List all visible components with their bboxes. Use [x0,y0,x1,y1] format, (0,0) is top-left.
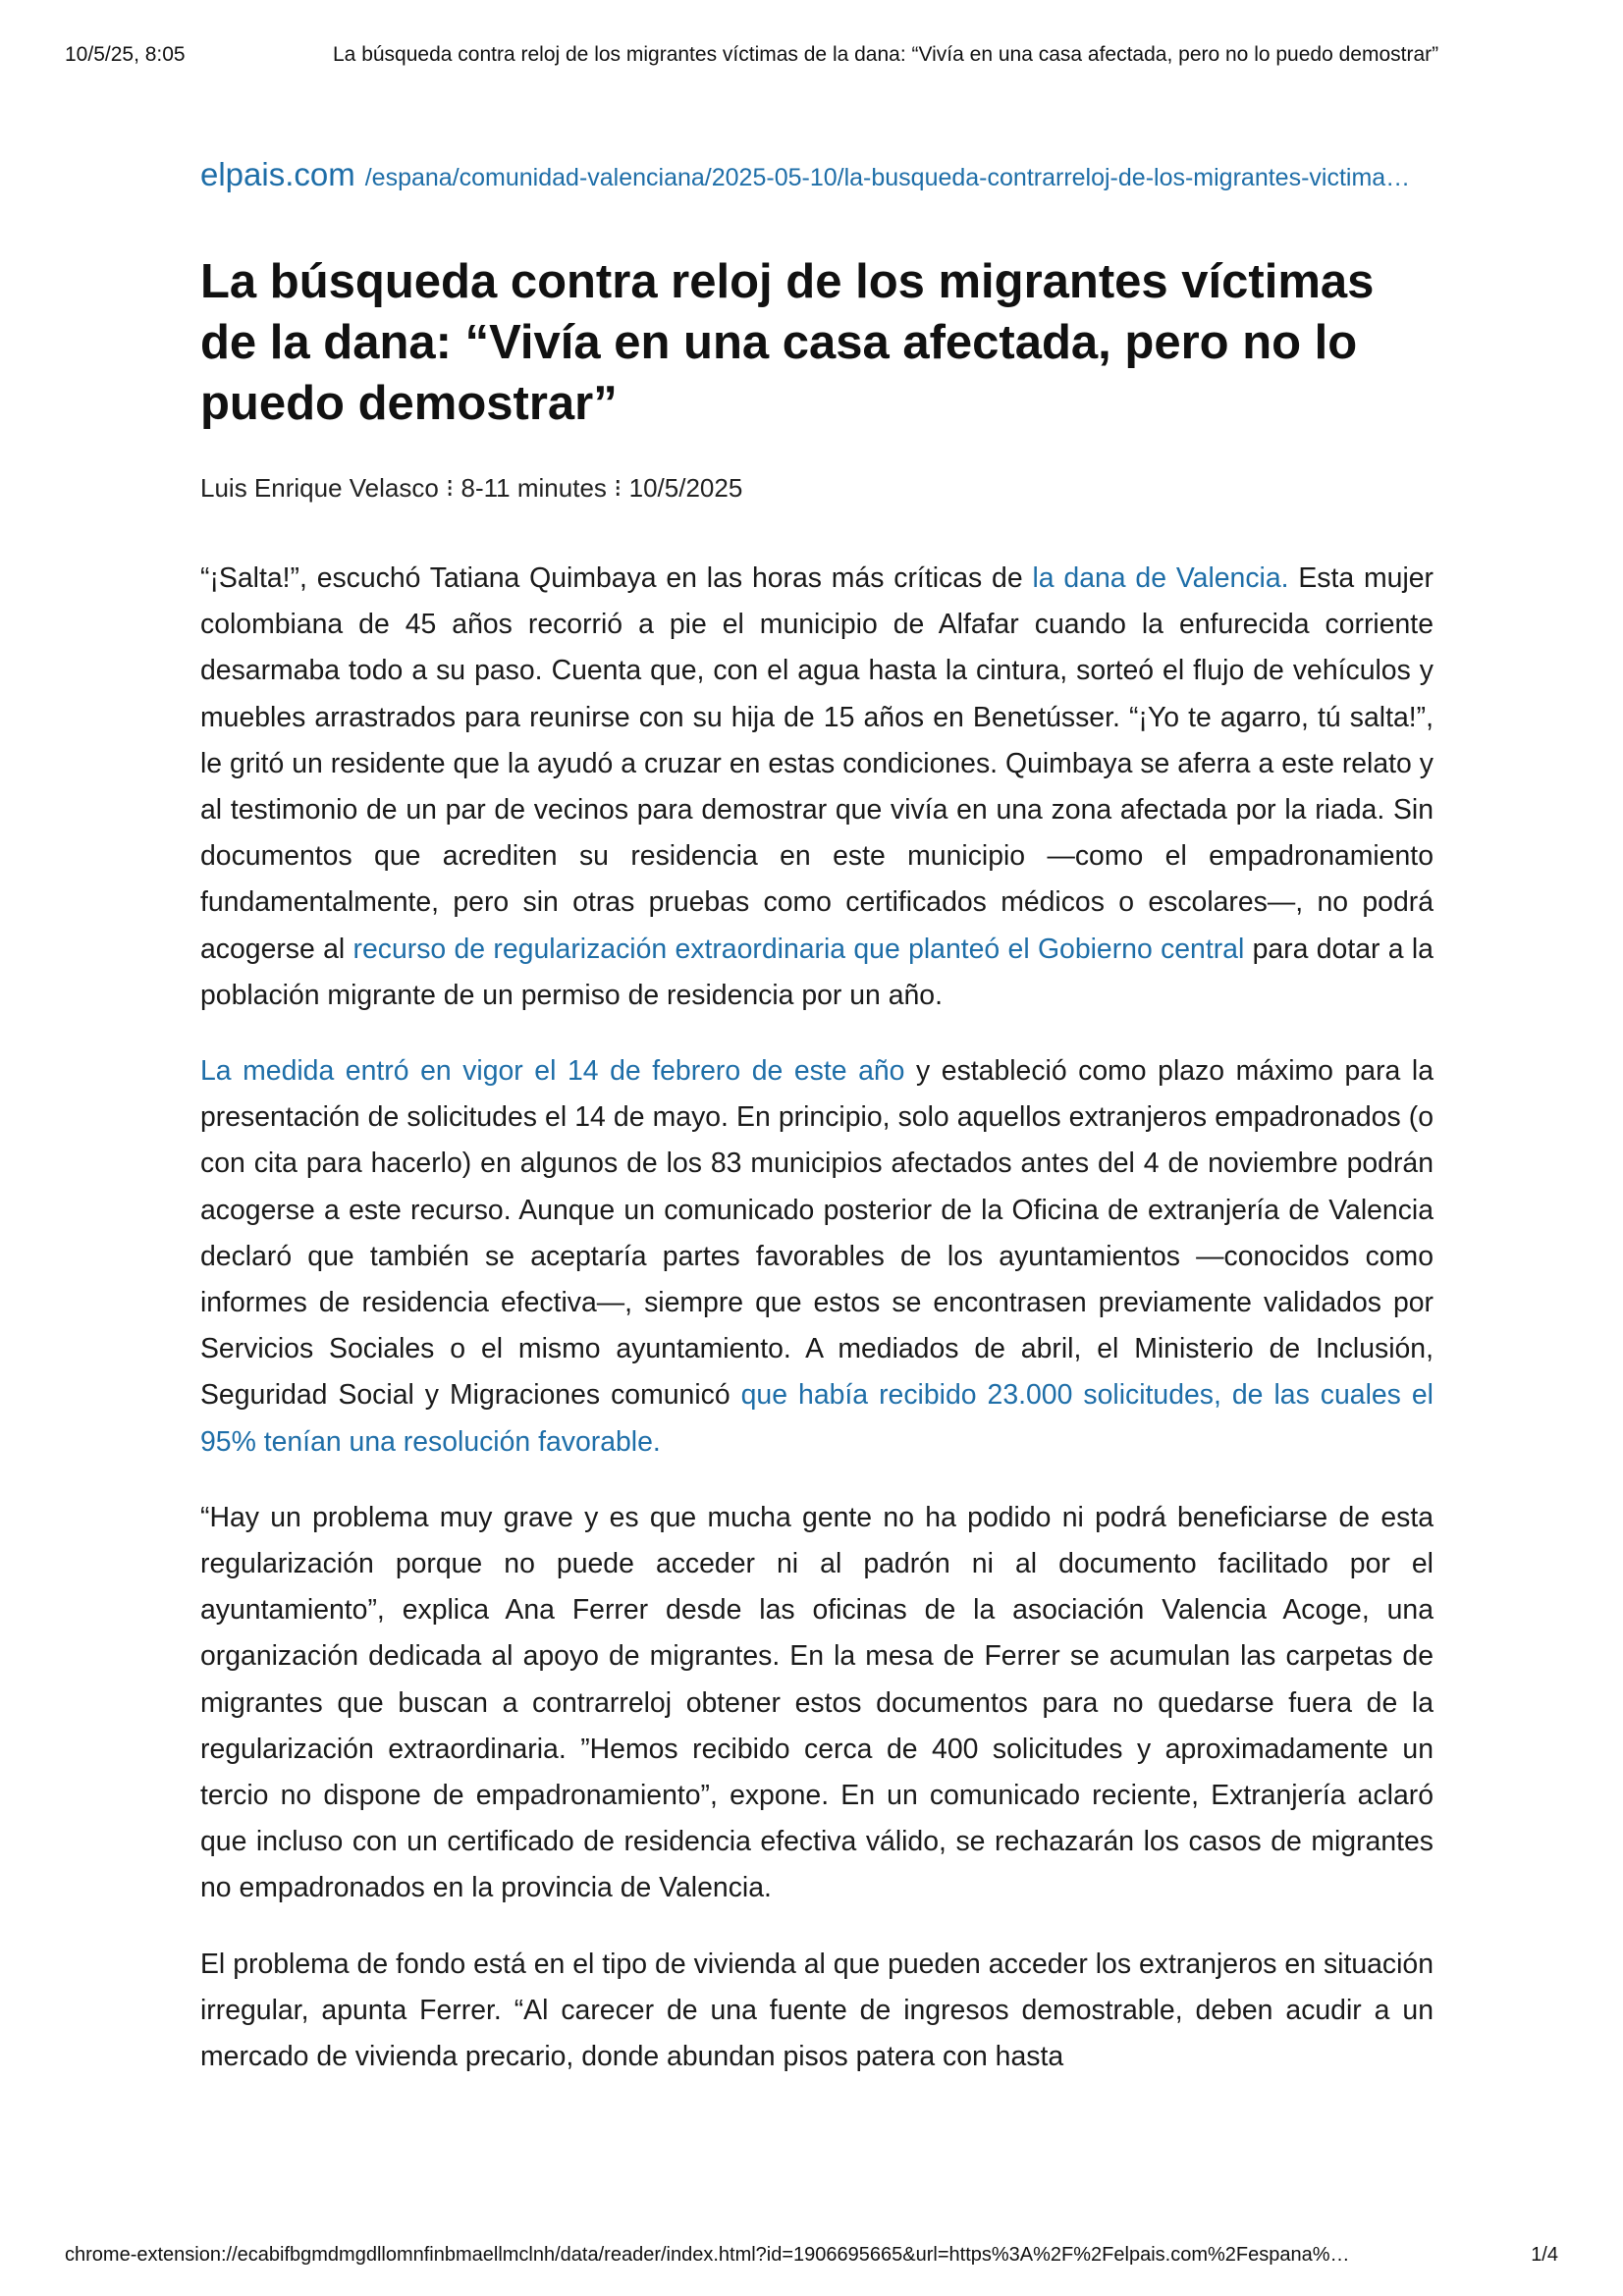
link-solicitudes[interactable]: que había recibido 23.000 solicitudes, de las cuales el 95% tenían una resolución favorable. [200,1379,1434,1458]
paragraph-3: “Hay un problema muy grave y es que mucha gente no ha podido ni podrá beneficiarse de esta regularización porque no puede acceder ni al padrón ni al documento facilitado por el ayuntamiento”, explica Ana Ferrer desde las oficinas de la asociación Valencia Acoge, una organización dedicada al apoyo de migrantes. En la mesa de Ferrer se acumulan las carpetas de migrantes que buscan a contrarreloj obtener estos documentos para no quedarse fuera de la regularización extraordinaria. ”Hemos recibido cerca de 400 solicitudes y aproximadamente un tercio no dispone de empadronamiento”, expone. En un comunicado reciente, Extranjería aclaró que incluso con un certificado de residencia efectiva válido, se rechazarán los casos de migrantes no empadronados en la provincia de Valencia. [200,1501,1434,1904]
print-date: 10/5/25, 8:05 [65,43,186,66]
source-link[interactable] [200,157,1434,192]
paragraph-text: y estableció como plazo máximo para la presentación de solicitudes el 14 de mayo. En principio, solo aquellos extranjeros empadronados (o con cita para hacerlo) en algunos de los 83 municipios afectados antes del 4 de noviembre podrán acogerse a este recurso. Aunque un comunicado posterior de la Oficina de extranjería de Valencia declaró que también se aceptaría partes favorables de los ayuntamientos —conocidos como informes de residencia efectiva—, siempre que estos se encontrasen previamente validados por Servicios Sociales o el mismo ayuntamiento. A mediados de abril, el Ministerio de Inclusión, Seguridad Social y Migraciones comunicó [200,1055,1434,1412]
source-domain[interactable]: elpais.com [200,157,355,192]
source-path[interactable]: /espana/comunidad-valenciana/2025-05-10/la-busqueda-contrarreloj-de-los-migrantes-victima… [364,164,1411,191]
article-headline: La búsqueda contra reloj de los migrantes víctimas de la dana: “Vivía en una casa afectada, pero no lo puedo demostrar” [200,255,1375,430]
print-header [65,43,1558,73]
print-document-title: La búsqueda contra reloj de los migrantes víctimas de la dana: “Vivía en una casa afectada, pero no lo puedo demostrar” [333,43,1439,66]
paragraph-text: “¡Salta!”, escuchó Tatiana Quimbaya en las horas más críticas de [200,562,1033,594]
paragraph-4: El problema de fondo está en el tipo de vivienda al que pueden acceder los extranjeros en situación irregular, apunta Ferrer. “Al carecer de una fuente de ingresos demostrable, deben acudir a un mercado de vivienda precario, donde abundan pisos patera con hasta [200,1948,1434,2073]
article-byline: Luis Enrique Velasco ⁝ 8-11 minutes ⁝ 10/5/2025 [200,473,743,503]
print-footer-url: chrome-extension://ecabifbgmdmgdllomnfinbmaellmclnh/data/reader/index.html?id=1906695665&url=https%3A%2F%2Felpais.com%2Fespana%… [65,2244,1350,2266]
paragraph-text: Esta mujer colombiana de 45 años recorrió a pie el municipio de Alfafar cuando la enfurecida corriente desarmaba todo a su paso. Cuenta que, con el agua hasta la cintura, sorteó el flujo de vehículos y muebles arrastrados para reunirse con su hija de 15 años en Benetússer. “¡Yo te agarro, tú salta!”, le gritó un residente que la ayudó a cruzar en estas condiciones. Quimbaya se aferra a este relato y al testimonio de un par de vecinos para demostrar que vivía en una zona afectada por la riada. Sin documentos que acrediten su residencia en este municipio —como el empadronamiento fundamentalmente, pero sin otras pruebas como certificados médicos o escolares—, no podrá acogerse al [200,562,1434,965]
paragraph-1 [200,556,1434,1019]
page-number: 1/4 [1531,2244,1558,2266]
link-recurso-regularizacion[interactable]: recurso de regularización extraordinaria que planteó el Gobierno central [352,933,1245,965]
paragraph-2 [200,1048,1434,1466]
article-body [200,556,1434,2109]
link-dana-valencia[interactable]: la dana de Valencia. [1032,562,1289,594]
link-medida-vigor[interactable]: La medida entró en vigor el 14 de febrero de este año [200,1055,905,1088]
article [200,157,1434,2073]
paragraph-text: para dotar a la población migrante de un permiso de residencia por un año. [200,933,1434,1011]
